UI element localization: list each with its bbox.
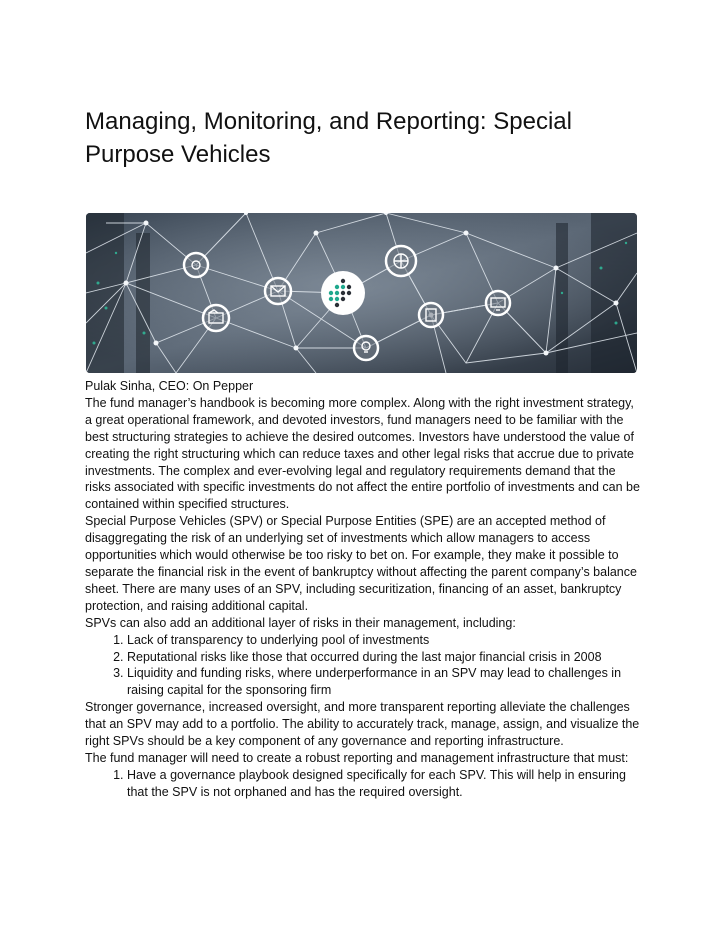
paragraph-governance: Stronger governance, increased oversight, and more transparent reporting alleviate the challenges that an SPV may add to a portfolio. The ability to accurately track, manage, assign, and visualize the right SPVs should be a key component of any governance and reporting infrastructure. [85, 700, 640, 749]
list-item: 3. Liquidity and funding risks, where underperformance in an SPV may lead to challenges in raising capital for the sponsoring firm [127, 665, 640, 699]
list-item: 1. Lack of transparency to underlying pool of investments [127, 632, 640, 649]
paragraph-infrastructure: The fund manager will need to create a robust reporting and management infrastructure that must: [85, 750, 629, 765]
hero-image [86, 213, 637, 373]
risk-list [85, 632, 640, 700]
list-item: 2. Reputational risks like those that occurred during the last major financial crisis in 2008 [127, 649, 640, 666]
document-title: Managing, Monitoring, and Reporting: Special Purpose Vehicles [85, 108, 572, 168]
author-line: Pulak Sinha, CEO: On Pepper [85, 379, 254, 393]
paragraph-spv-definition: Special Purpose Vehicles (SPV) or Special Purpose Entities (SPE) are an accepted method of disaggregating the risk of an underlying set of investments which allow managers to access opportunities which would otherwise be too risky to bet on. For example, they make it possible to separate the financial risk in the event of bankruptcy without affecting the parent company’s balance sheet. There are many uses of an SPV, including securitization, financing of an asset, bankruptcy protection, and raising additional capital. [85, 514, 637, 613]
network-nodes-icon [86, 213, 637, 373]
paragraph-intro: The fund manager’s handbook is becoming more complex. Along with the right investment strategy, a great operational framework, and devoted investors, fund managers need to be familiar with the best structuring strategies to achieve the desired outcomes. Investors have understood the value of creating the right structuring which can reduce taxes and other legal risks that accrue due to private investments. The complex and ever-evolving legal and regulatory requirements demand that the risks associated with specific investments do not affect the entire portfolio of investments and can be contained within specified structures. [85, 395, 640, 512]
paragraph-risks-intro: SPVs can also add an additional layer of risks in their management, including: [85, 615, 516, 630]
requirements-list [85, 767, 640, 801]
list-item: 1. Have a governance playbook designed specifically for each SPV. This will help in ensuring that the SPV is not orphaned and has the required oversight. [127, 767, 640, 801]
document-body [85, 378, 640, 801]
